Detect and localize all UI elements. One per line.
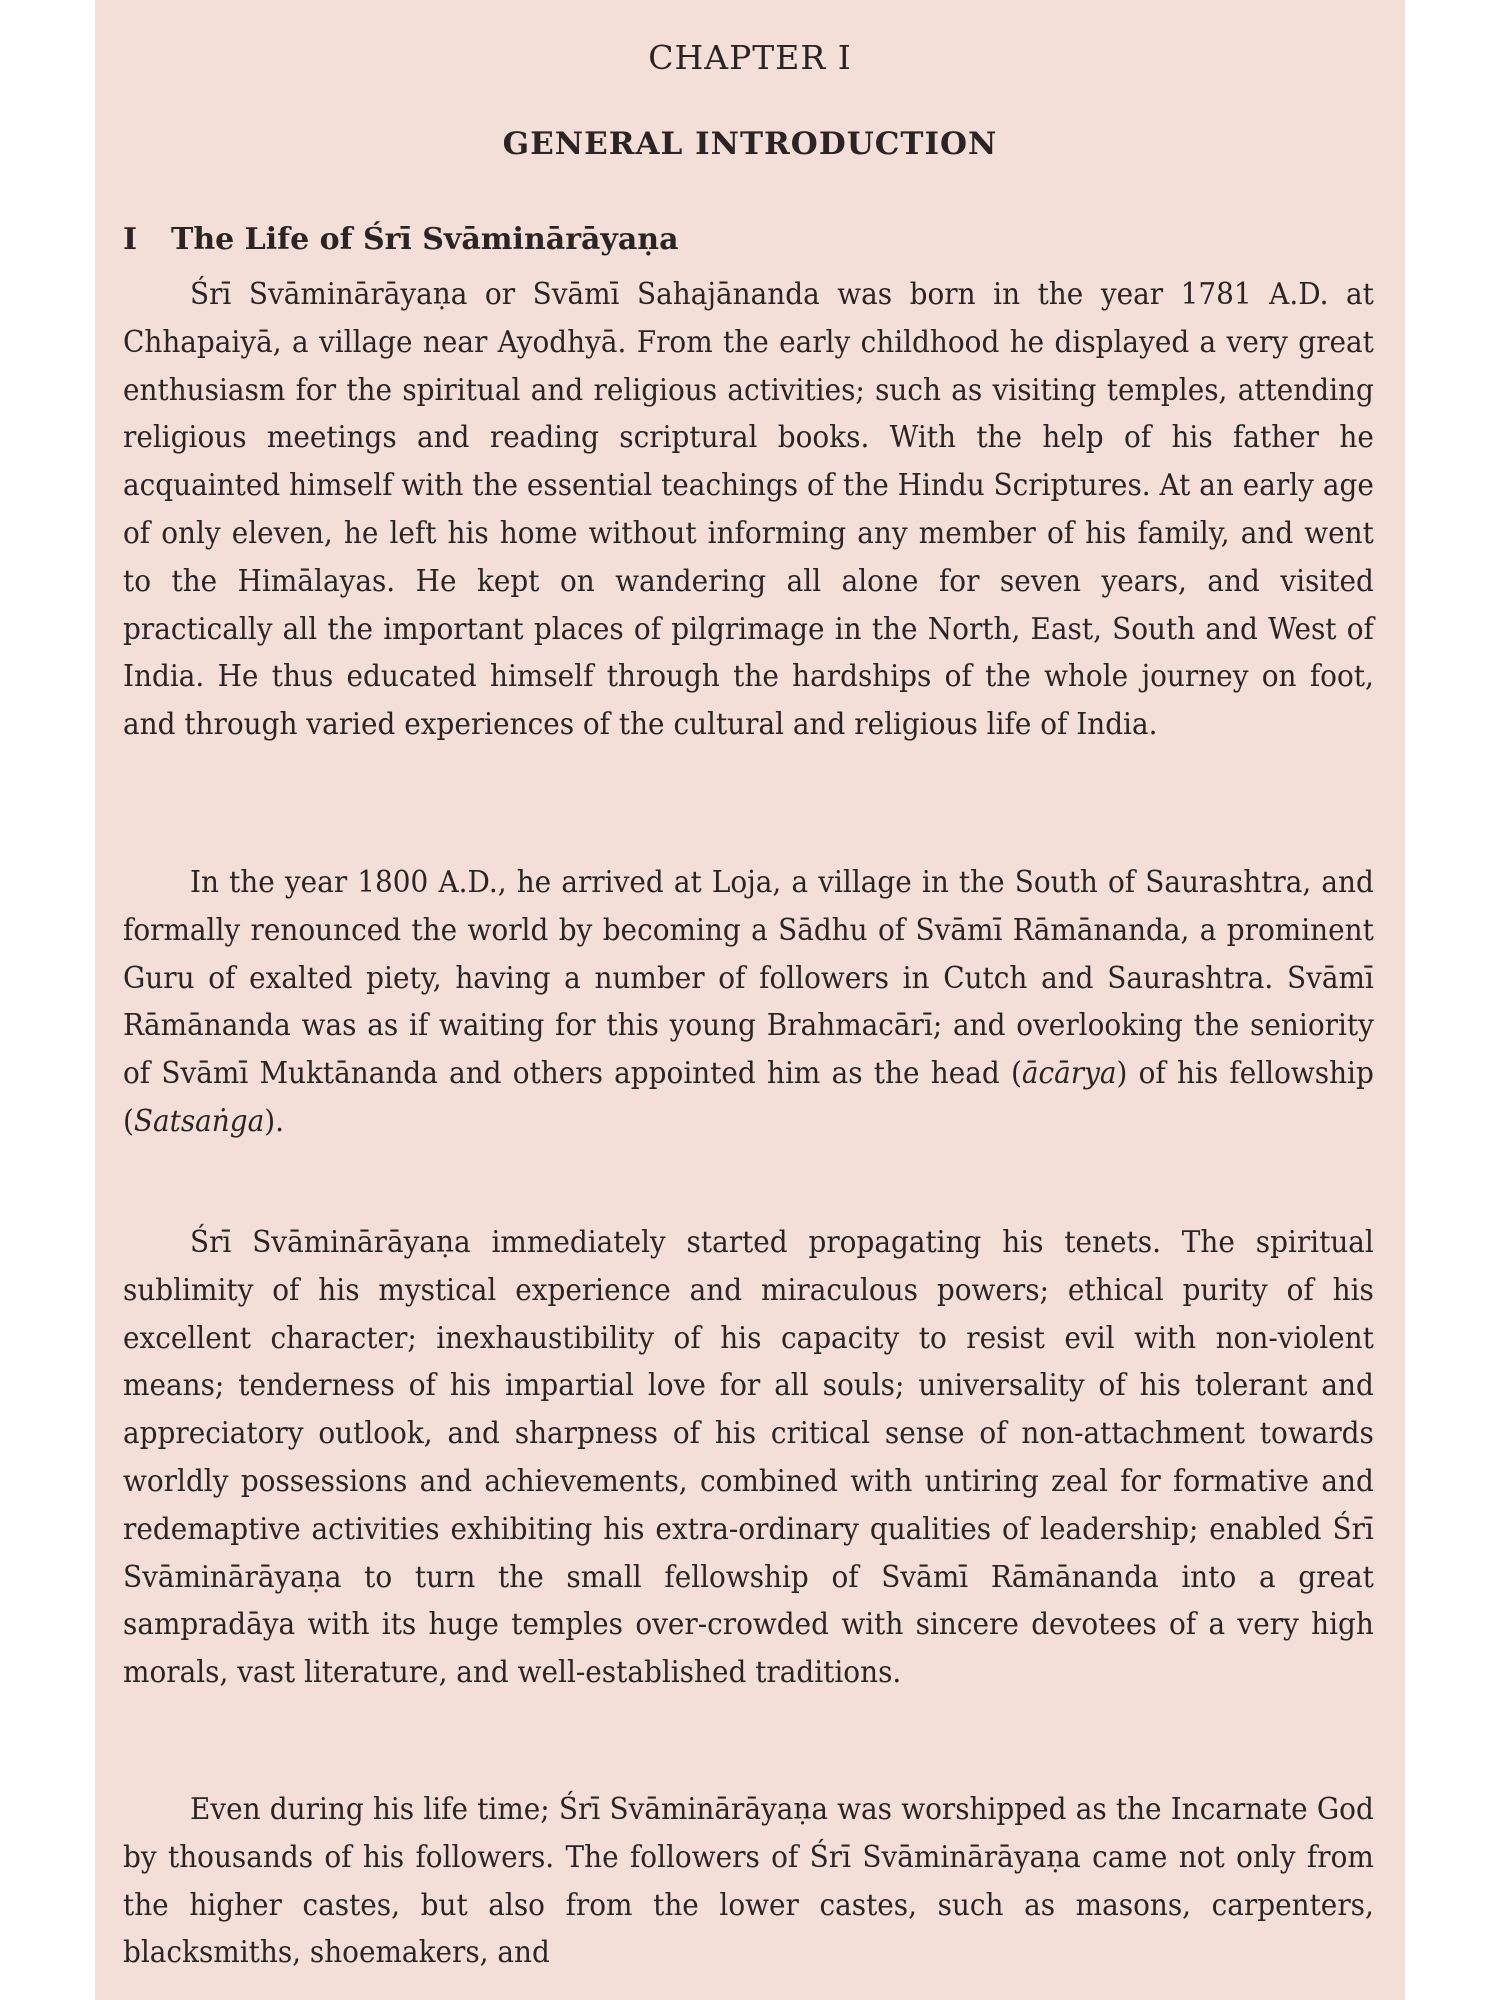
paragraph-3 (123, 1219, 1374, 1697)
paragraph-text: Śrī Svāminārāyaṇa immediately started propagating his tenets. The spiritual sublimity of his mystical experience and miraculous powers; ethical purity of his excellent character; inexhaustibility of his capacity to resist evil with non-violent means; tenderness of his impartial love for all souls; universality of his tolerant and appreciatory outlook, and sharpness of his critical sense of non-attachment towards worldly possessions and achievements, combined with untiring zeal for formative and redemaptive activities exhibiting his extra-ordinary qualities of leadership; enabled Śrī Svāminārāyaṇa to turn the small fellowship of Svāmī Rāmānanda into a great sampradāya with its huge temples over-crowded with sincere devotees of a very high morals, vast literature, and well-established traditions. (123, 1225, 1374, 1691)
italic-term-satsanga: Satsaṅga (133, 1103, 265, 1139)
paragraph-text: ). (264, 1103, 285, 1139)
paragraph-1 (123, 271, 1374, 749)
paragraph-text: Even during his life time; Śrī Svāminārāyaṇa was worshipped as the Incarnate God by thousands of his followers. The followers of Śrī Svāminārāyaṇa came not only from the higher castes, but also from the lower castes, such as masons, carpenters, blacksmiths, shoemakers, and (123, 1792, 1374, 1971)
chapter-heading: CHAPTER I (648, 38, 852, 77)
paragraph-2 (123, 859, 1374, 1146)
section-number: I (123, 222, 138, 257)
section-title: The Life of Śrī Svāminārāyaṇa (171, 222, 679, 257)
paragraph-text: Śrī Svāminārāyaṇa or Svāmī Sahajānanda was born in the year 1781 A.D. at Chhapaiyā, a village near Ayodhyā. From the early childhood he displayed a very great enthusiasm for the spiritual and religious activities; such as visiting temples, attending religious meetings and reading scriptural books. With the help of his father he acquainted himself with the essential teachings of the Hindu Scriptures. At an early age of only eleven, he left his home without informing any member of his family, and went to the Himālayas. He kept on wandering all alone for seven years, and visited practically all the important places of pilgrimage in the North, East, South and West of India. He thus educated himself through the hardships of the whole journey on foot, and through varied experiences of the cultural and religious life of India. (123, 277, 1374, 743)
italic-term-acarya: ācārya (1021, 1056, 1117, 1092)
paragraph-4 (123, 1786, 1374, 1977)
book-page (95, 0, 1405, 2000)
section-heading (123, 222, 679, 257)
paragraph-text: ) of his fellowship ( (123, 1056, 1374, 1139)
paragraph-text: In the year 1800 A.D., he arrived at Loja, a village in the South of Saurashtra, and formally renounced the world by becoming a Sādhu of Svāmī Rāmānanda, a prominent Guru of exalted piety, having a number of followers in Cutch and Saurashtra. Svāmī Rāmānanda was as if waiting for this young Brahmacārī; and overlooking the seniority of Svāmī Muktānanda and others appointed him as the head ( (123, 865, 1374, 1092)
chapter-title: GENERAL INTRODUCTION (502, 126, 998, 162)
